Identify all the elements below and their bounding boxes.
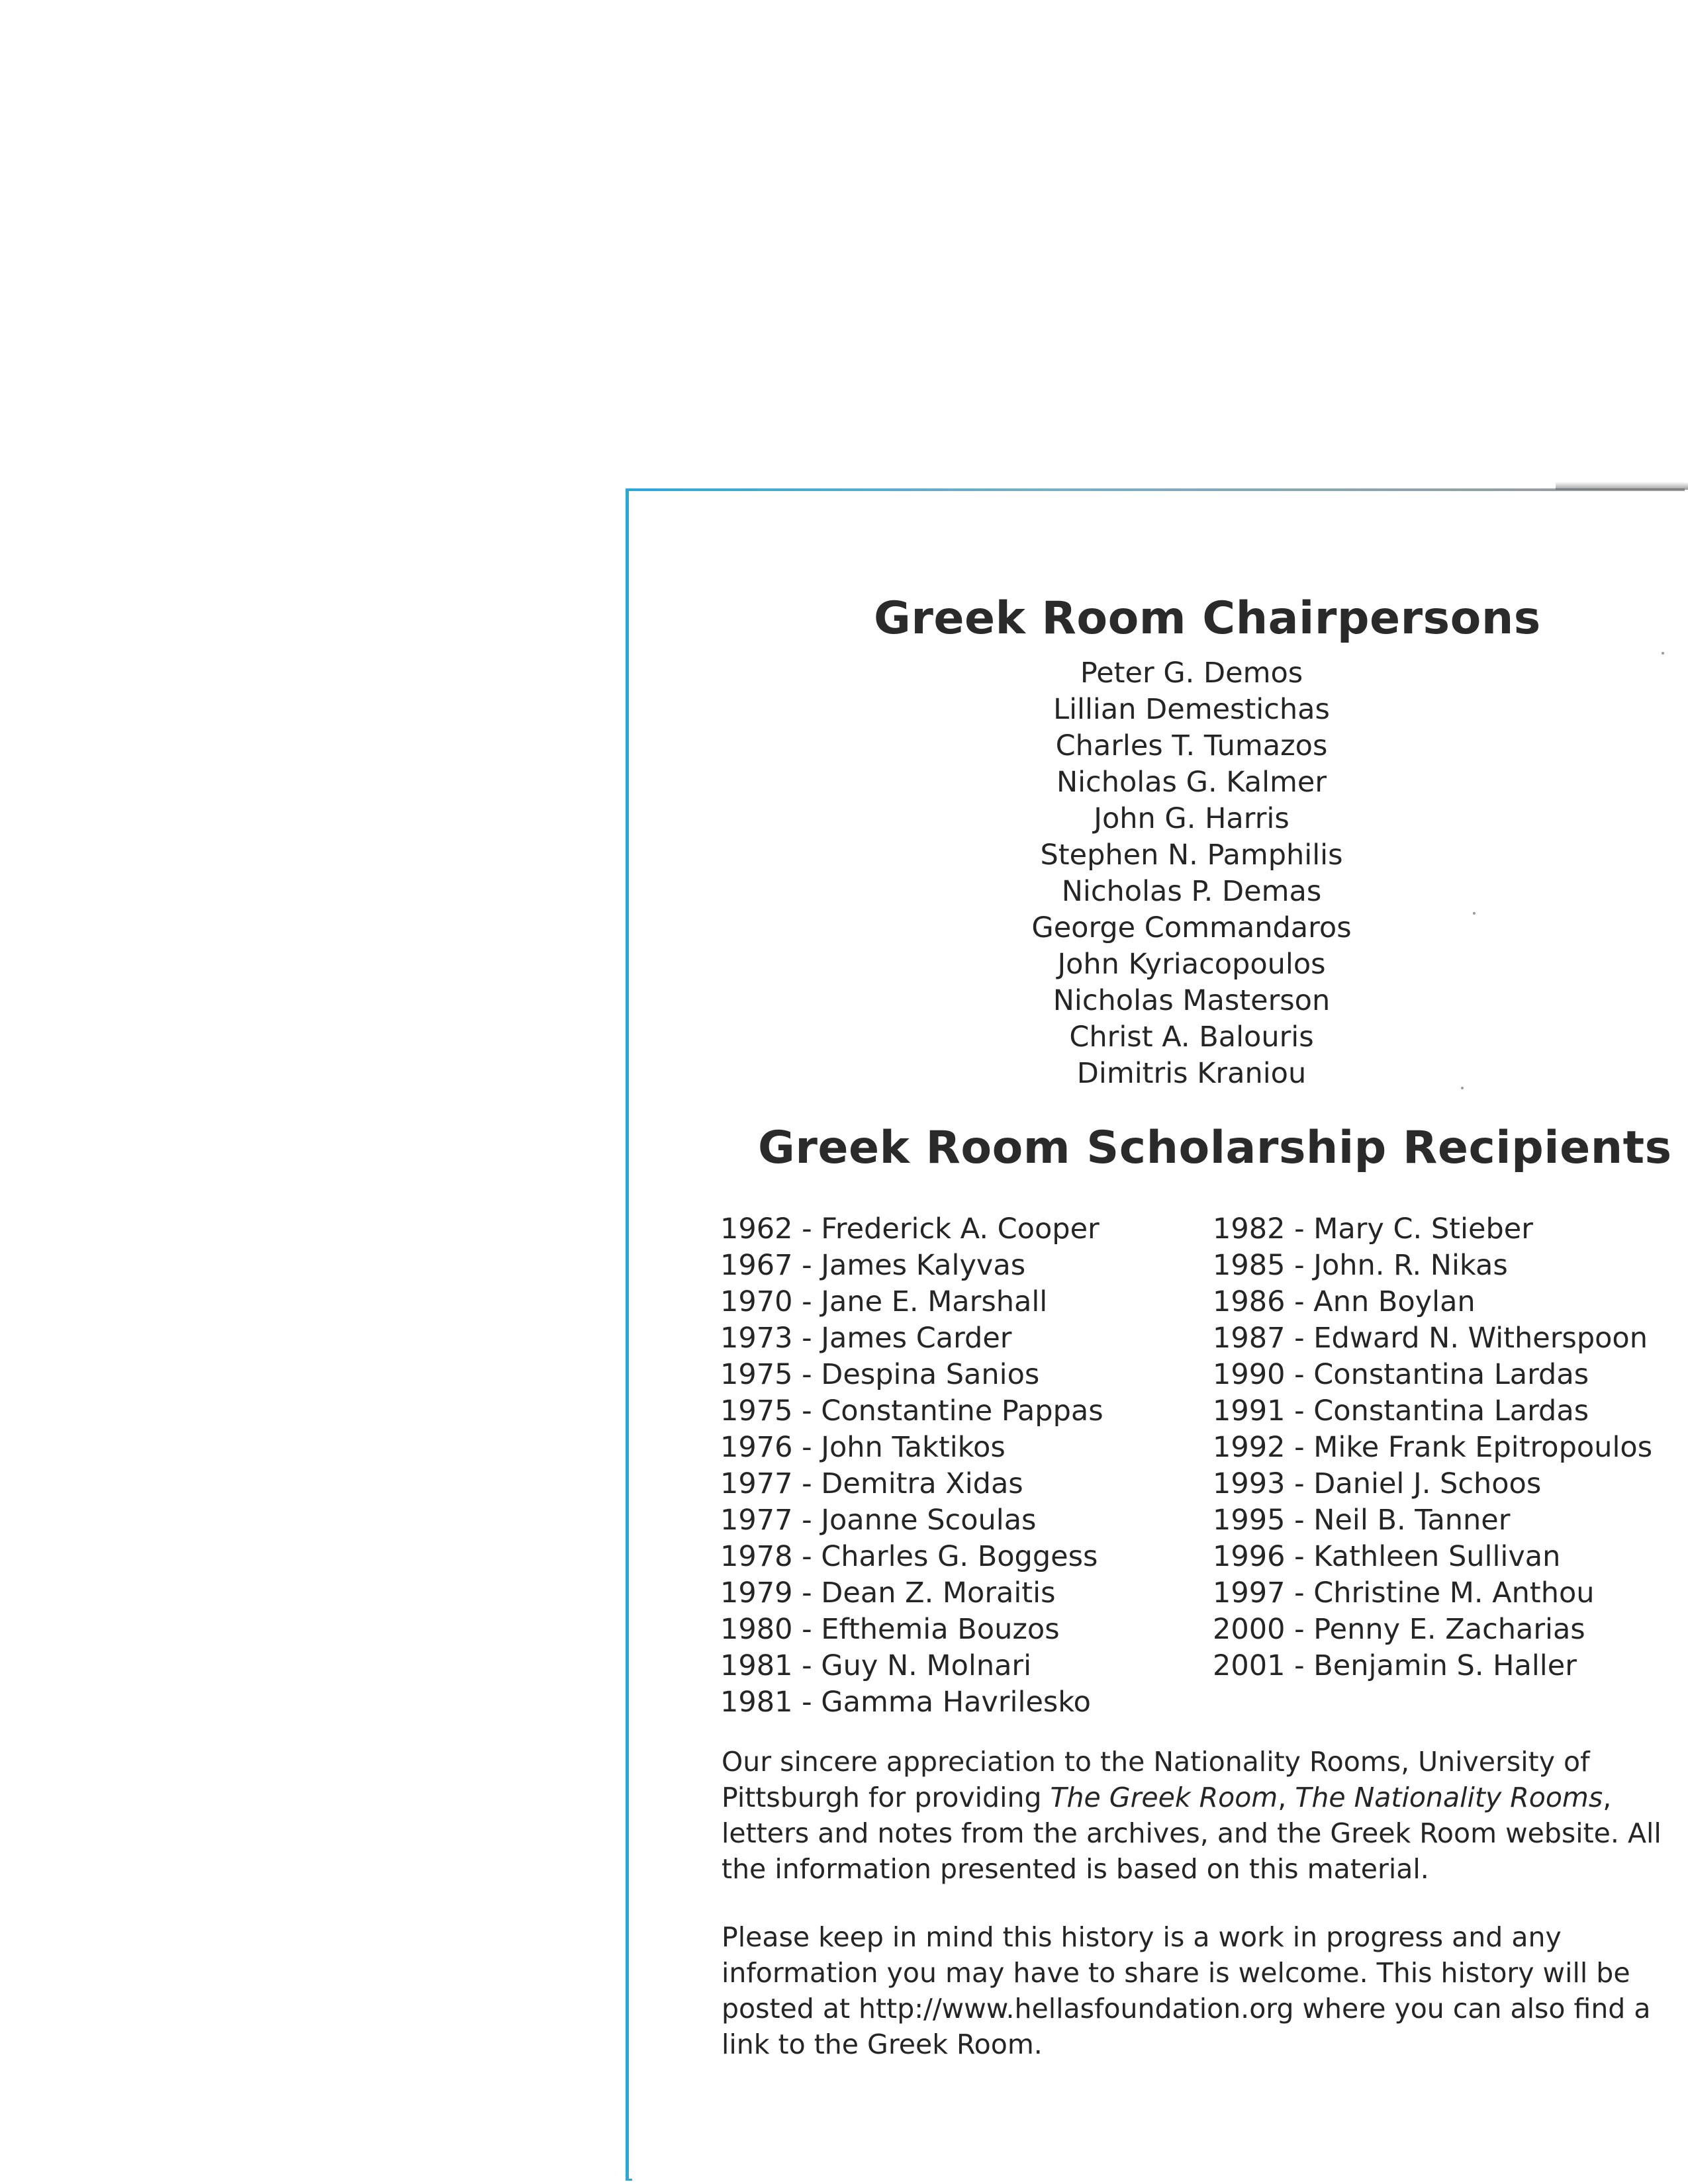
chairpersons-list [927,655,1456,1092]
scholarship-entry: 1985 - John. R. Nikas [1213,1249,1508,1282]
scan-speck [1662,652,1664,655]
scholarship-entry: 1993 - Daniel J. Schoos [1213,1467,1542,1500]
work-in-progress-note: Please keep in mind this history is a work in progress and any information you may have to share is welcome. This history will be posted at http://www.hellasfoundation.org where you can also find a link to the Greek Room. [722,1921,1651,2060]
chairpersons-heading-text: Greek Room Chairpersons [874,592,1541,645]
acknowledgement-text: , letters and notes from the archives, and the Greek Room website. All the information presented is based on this material. [722,1782,1662,1885]
chairperson-name: John G. Harris [1094,802,1289,835]
scholarship-entry: 1981 - Guy N. Molnari [720,1649,1032,1682]
chairperson-name: Christ A. Balouris [1069,1021,1314,1054]
acknowledgement-text: Our sincere appreciation to the Nationality Rooms, University of Pittsburgh for providing [722,1746,1590,1813]
scholarship-entry: 1992 - Mike Frank Epitropoulos [1213,1431,1653,1464]
scholarship-list-column-2 [1213,1211,1652,1684]
scholarship-entry: 1978 - Charles G. Boggess [720,1540,1098,1573]
scholarship-entry: 1990 - Constantina Lardas [1213,1358,1589,1391]
scholarship-entry: 1987 - Edward N. Witherspoon [1213,1322,1648,1355]
acknowledgement-title-nationality-rooms: The Nationality Rooms [1295,1782,1603,1813]
chairperson-name: Nicholas G. Kalmer [1056,766,1327,799]
scholarship-entry: 1991 - Constantina Lardas [1213,1394,1589,1428]
chairperson-name: John Kyriacopoulos [1057,948,1326,981]
chairperson-name: Nicholas P. Demas [1061,875,1322,908]
scholarship-entry: 1977 - Demitra Xidas [720,1467,1023,1500]
scholarship-entry: 1976 - John Taktikos [720,1431,1006,1464]
acknowledgement-title-greek-room: The Greek Room [1050,1782,1278,1813]
scholarship-entry: 1986 - Ann Boylan [1213,1285,1476,1318]
scholarship-entry: 1996 - Kathleen Sullivan [1213,1540,1561,1573]
scholarship-entry: 1997 - Christine M. Anthou [1213,1576,1595,1610]
scan-speck [1473,912,1476,915]
scholarship-entry: 2001 - Benjamin S. Haller [1213,1649,1577,1682]
scholarship-entry: 1979 - Dean Z. Moraitis [720,1576,1056,1610]
acknowledgement-paragraph [722,1744,1662,1887]
scholarship-entry: 1981 - Gamma Havrilesko [720,1686,1091,1719]
sheet-left-edge [626,490,629,2181]
acknowledgement-text: , [1278,1782,1295,1813]
scholarship-heading: Greek Room Scholarship Recipients [758,1122,1672,1174]
chairperson-name: Lillian Demestichas [1053,693,1330,726]
scholarship-entry: 2000 - Penny E. Zacharias [1213,1613,1585,1646]
scholarship-entry: 1975 - Despina Sanios [720,1358,1040,1391]
scan-speck [1461,1087,1464,1089]
chairperson-name: Peter G. Demos [1080,657,1303,690]
scholarship-entry: 1977 - Joanne Scoulas [720,1504,1037,1537]
scholarship-list-column-1 [720,1211,1103,1721]
scholarship-entry: 1980 - Efthemia Bouzos [720,1613,1060,1646]
chairperson-name: George Commandaros [1031,911,1352,944]
scholarship-entry: 1967 - James Kalyvas [720,1249,1026,1282]
chairperson-name: Stephen N. Pamphilis [1040,839,1343,872]
chairperson-name: Nicholas Masterson [1053,984,1331,1017]
scholarship-entry: 1975 - Constantine Pappas [720,1394,1103,1428]
scholarship-entry: 1970 - Jane E. Marshall [720,1285,1048,1318]
sheet-top-shadow [1556,482,1688,490]
chairpersons-heading [662,592,1688,645]
sheet-bottom-edge [626,2179,632,2181]
scholarship-entry: 1973 - James Carder [720,1322,1012,1355]
scholarship-entry: 1962 - Frederick A. Cooper [720,1212,1100,1246]
chairperson-name: Dimitris Kraniou [1076,1057,1307,1090]
scholarship-entry: 1995 - Neil B. Tanner [1213,1504,1511,1537]
chairperson-name: Charles T. Tumazos [1055,729,1328,762]
scholarship-entry: 1982 - Mary C. Stieber [1213,1212,1533,1246]
sheet-top-edge [626,488,1685,491]
